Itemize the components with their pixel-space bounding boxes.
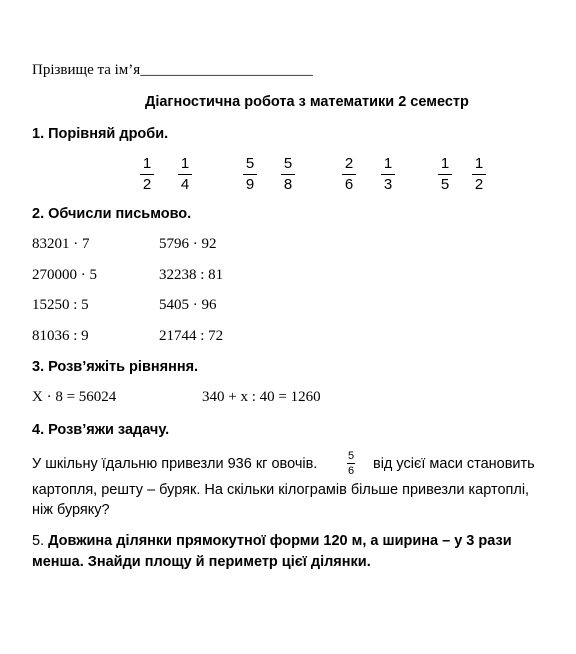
calc-left-3: 15250 : 5 (32, 297, 89, 313)
calc-left-4: 81036 : 9 (32, 328, 89, 344)
problem-fraction (345, 450, 357, 477)
equation-1: Х · 8 = 56024 (32, 389, 117, 405)
fraction-denominator: 2 (474, 176, 484, 193)
name-label: Прізвище та ім’я (32, 62, 141, 78)
fraction-numerator: 5 (245, 155, 255, 172)
name-field (32, 62, 313, 79)
task5-text: Довжина ділянки прямокутної форми 120 м, а ширина – у 3 рази (48, 533, 512, 549)
equation-2: 340 + х : 40 = 1260 (202, 389, 321, 405)
fraction-2 (177, 156, 193, 193)
task2-heading: 2. Обчисли письмово. (32, 206, 192, 222)
fraction-numerator: 1 (474, 155, 484, 172)
calc-right-2: 32238 : 81 (159, 267, 224, 283)
fraction-numerator: 1 (440, 155, 450, 172)
fraction-denominator: 2 (142, 176, 152, 193)
calc-right-4: 21744 : 72 (159, 328, 224, 344)
task1-heading: 1. Порівняй дроби. (32, 126, 169, 142)
problem-line-2: картопля, решту – буряк. На скільки кілограмів більше привезли картоплі, (32, 482, 530, 498)
fraction-5 (341, 156, 357, 193)
task5-line-2: менша. Знайди площу й периметр цієї ділянки. (32, 554, 371, 570)
fraction-numerator: 1 (180, 155, 190, 172)
fraction-numerator: 5 (283, 155, 293, 172)
fraction-7 (437, 156, 453, 193)
task3-heading: 3. Розв’яжіть рівняння. (32, 359, 199, 375)
fraction-denominator: 9 (245, 176, 255, 193)
problem-line-3: ніж буряку? (32, 502, 110, 518)
problem-line-1-start: У шкільну їдальню привезли 936 кг овочів. (32, 456, 318, 472)
fraction-denominator: 3 (383, 176, 393, 193)
problem-line-1-end: від усієї маси становить (373, 456, 535, 472)
document-title: Діагностична робота з математики 2 семестр (145, 94, 469, 110)
task4-heading: 4. Розв’яжи задачу. (32, 422, 170, 438)
fraction-1 (139, 156, 155, 193)
fraction-denominator: 5 (440, 176, 450, 193)
fraction-numerator: 5 (347, 450, 355, 462)
calc-right-1: 5796 · 92 (159, 236, 217, 252)
fraction-8 (471, 156, 487, 193)
fraction-6 (380, 156, 396, 193)
task5-number: 5. (32, 533, 49, 549)
calc-left-2: 270000 · 5 (32, 267, 97, 283)
calc-left-1: 83201 · 7 (32, 236, 90, 252)
fraction-4 (280, 156, 296, 193)
name-line: _______________________ (140, 62, 313, 78)
fraction-numerator: 1 (383, 155, 393, 172)
task5-line-1 (32, 533, 512, 549)
fraction-denominator: 4 (180, 176, 190, 193)
calc-right-3: 5405 · 96 (159, 297, 217, 313)
fraction-denominator: 6 (344, 176, 354, 193)
fraction-numerator: 2 (344, 155, 354, 172)
fraction-numerator: 1 (142, 155, 152, 172)
fraction-denominator: 6 (347, 465, 355, 477)
fraction-3 (242, 156, 258, 193)
fraction-denominator: 8 (283, 176, 293, 193)
